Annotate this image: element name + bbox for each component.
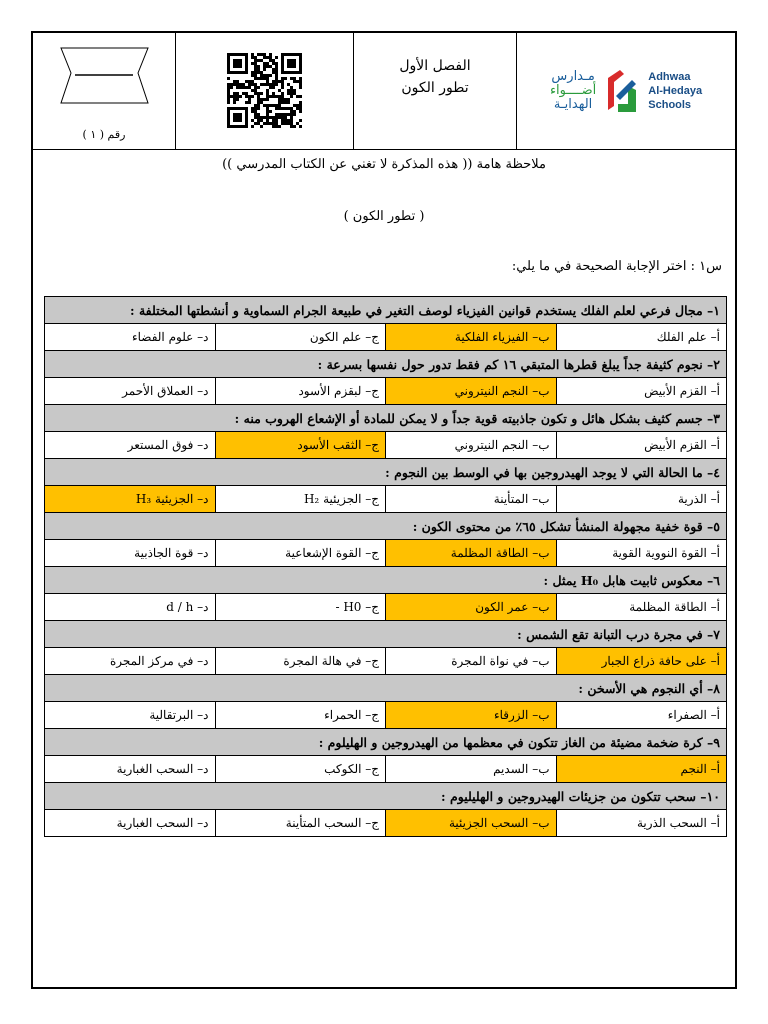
qr-cell (176, 33, 354, 149)
answer-option[interactable]: ج– الثقب الأسود (215, 432, 386, 459)
answer-option[interactable]: ج– H0 - (215, 594, 386, 621)
answer-option[interactable]: أ– القزم الأبيض (556, 432, 727, 459)
question-row (45, 621, 727, 648)
number-label: رقم ( ١ ) (82, 128, 126, 141)
answer-option[interactable]: ج– السحب المتأينة (215, 810, 386, 837)
subject-title: ( تطور الكون ) (343, 209, 425, 224)
answer-option[interactable]: د– الجزيئية H₃ (45, 486, 216, 513)
options-row (45, 486, 727, 513)
number-box (33, 33, 176, 149)
question-text: ٦– معكوس ثابيت هابل H₀ يمثل : (45, 567, 727, 594)
answer-option[interactable]: ب– الزرقاء (386, 702, 557, 729)
question-row (45, 783, 727, 810)
answer-option[interactable]: د– d / h (45, 594, 216, 621)
school-name-ar: مـدارس أضــــواء الهدايـة (549, 69, 597, 112)
answer-option[interactable]: ج– الجزيئية H₂ (215, 486, 386, 513)
answer-option[interactable]: ج– الكوكب (215, 756, 386, 783)
answer-option[interactable]: د– فوق المستعر (45, 432, 216, 459)
options-row (45, 810, 727, 837)
question-row (45, 567, 727, 594)
answer-option[interactable]: د– السحب الغبارية (45, 756, 216, 783)
question-text: ٨– أي النجوم هي الأسخن : (45, 675, 727, 702)
questions-table (44, 296, 727, 837)
header (33, 33, 735, 150)
school-logo (517, 33, 735, 149)
answer-option[interactable]: أ– على حافة ذراع الجبار (556, 648, 727, 675)
answer-option[interactable]: أ– القزم الأبيض (556, 378, 727, 405)
question-row (45, 459, 727, 486)
page-frame (31, 31, 737, 989)
question-row (45, 675, 727, 702)
answer-option[interactable]: د– في مركز المجرة (45, 648, 216, 675)
answer-option[interactable]: ب– عمر الكون (386, 594, 557, 621)
answer-option[interactable]: ب– النجم النيتروني (386, 378, 557, 405)
answer-option[interactable]: أ– الطاقة المظلمة (556, 594, 727, 621)
answer-option[interactable]: ب– في نواة المجرة (386, 648, 557, 675)
options-row (45, 648, 727, 675)
answer-option[interactable]: ب– الفيزياء الفلكية (386, 324, 557, 351)
answer-option[interactable]: د– البرتقالية (45, 702, 216, 729)
question-text: ٥– قوة خفية مجهولة المنشأ تشكل ٦٥٪ من محتوى الكون : (45, 513, 727, 540)
school-emblem-icon (602, 66, 642, 116)
options-row (45, 378, 727, 405)
answer-option[interactable]: ج– القوة الإشعاعية (215, 540, 386, 567)
answer-option[interactable]: ب– السحب الجزيئية (386, 810, 557, 837)
answer-option[interactable]: د– السحب الغبارية (45, 810, 216, 837)
question-text: ٩– كرة ضخمة مضيئة من الغاز تتكون في معظمها من الهيدروجين و الهليلوم : (45, 729, 727, 756)
answer-option[interactable]: د– قوة الجاذبية (45, 540, 216, 567)
options-row (45, 324, 727, 351)
answer-option[interactable]: د– علوم الفضاء (45, 324, 216, 351)
options-row (45, 540, 727, 567)
answer-option[interactable]: ب– السديم (386, 756, 557, 783)
question-text: ٤– ما الحالة التي لا يوجد الهيدروجين بها في الوسط بين النجوم : (45, 459, 727, 486)
answer-option[interactable]: د– العملاق الأحمر (45, 378, 216, 405)
options-row (45, 702, 727, 729)
school-name-en: Adhwaa Al-Hedaya Schools (648, 71, 703, 111)
important-note: ملاحظة هامة (( هذه المذكرة لا تغني عن الكتاب المدرسي )) (222, 157, 546, 172)
question-row (45, 513, 727, 540)
options-row (45, 432, 727, 459)
number-banner-icon (33, 33, 176, 128)
question-row (45, 405, 727, 432)
question-row (45, 351, 727, 378)
qr-code-icon (227, 53, 303, 129)
question-row (45, 729, 727, 756)
title-cell (354, 33, 517, 149)
answer-option[interactable]: ب– الطاقة المظلمة (386, 540, 557, 567)
answer-option[interactable]: ج– لبقزم الأسود (215, 378, 386, 405)
answer-option[interactable]: أ– النجم (556, 756, 727, 783)
answer-option[interactable]: أ– القوة النووية القوية (556, 540, 727, 567)
options-row (45, 756, 727, 783)
answer-option[interactable]: أ– الذرية (556, 486, 727, 513)
answer-option[interactable]: أ– السحب الذرية (556, 810, 727, 837)
answer-option[interactable]: ج– علم الكون (215, 324, 386, 351)
question-text: ٣– جسم كثيف بشكل هائل و تكون جاذبيته قوية جداً و لا يمكن للمادة أو الإشعاع الهروب منه : (45, 405, 727, 432)
unit-title: تطور الكون (401, 80, 469, 96)
question-row (45, 297, 727, 324)
options-row (45, 594, 727, 621)
answer-option[interactable]: ج– في هالة المجرة (215, 648, 386, 675)
question-instruction: س١ : اختر الإجابة الصحيحة في ما يلي: (511, 259, 722, 274)
answer-option[interactable]: ب– المتأينة (386, 486, 557, 513)
question-text: ٢– نجوم كثيفة جداً يبلغ قطرها المتبقي ١٦ كم فقط تدور حول نفسها بسرعة : (45, 351, 727, 378)
answer-option[interactable]: أ– الصفراء (556, 702, 727, 729)
question-text: ١٠– سحب تتكون من جزيئات الهيدروجين و الهليليوم : (45, 783, 727, 810)
question-text: ١– مجال فرعي لعلم الفلك يستخدم قوانين الفيزياء لوصف التغير في طبيعة الجرام السماوية و أنشطتها المختلفة : (45, 297, 727, 324)
answer-option[interactable]: ب– النجم النيتروني (386, 432, 557, 459)
question-text: ٧– في مجرة درب التبانة تقع الشمس : (45, 621, 727, 648)
answer-option[interactable]: أ– علم الفلك (556, 324, 727, 351)
chapter-title: الفصل الأول (399, 58, 471, 74)
answer-option[interactable]: ج– الحمراء (215, 702, 386, 729)
